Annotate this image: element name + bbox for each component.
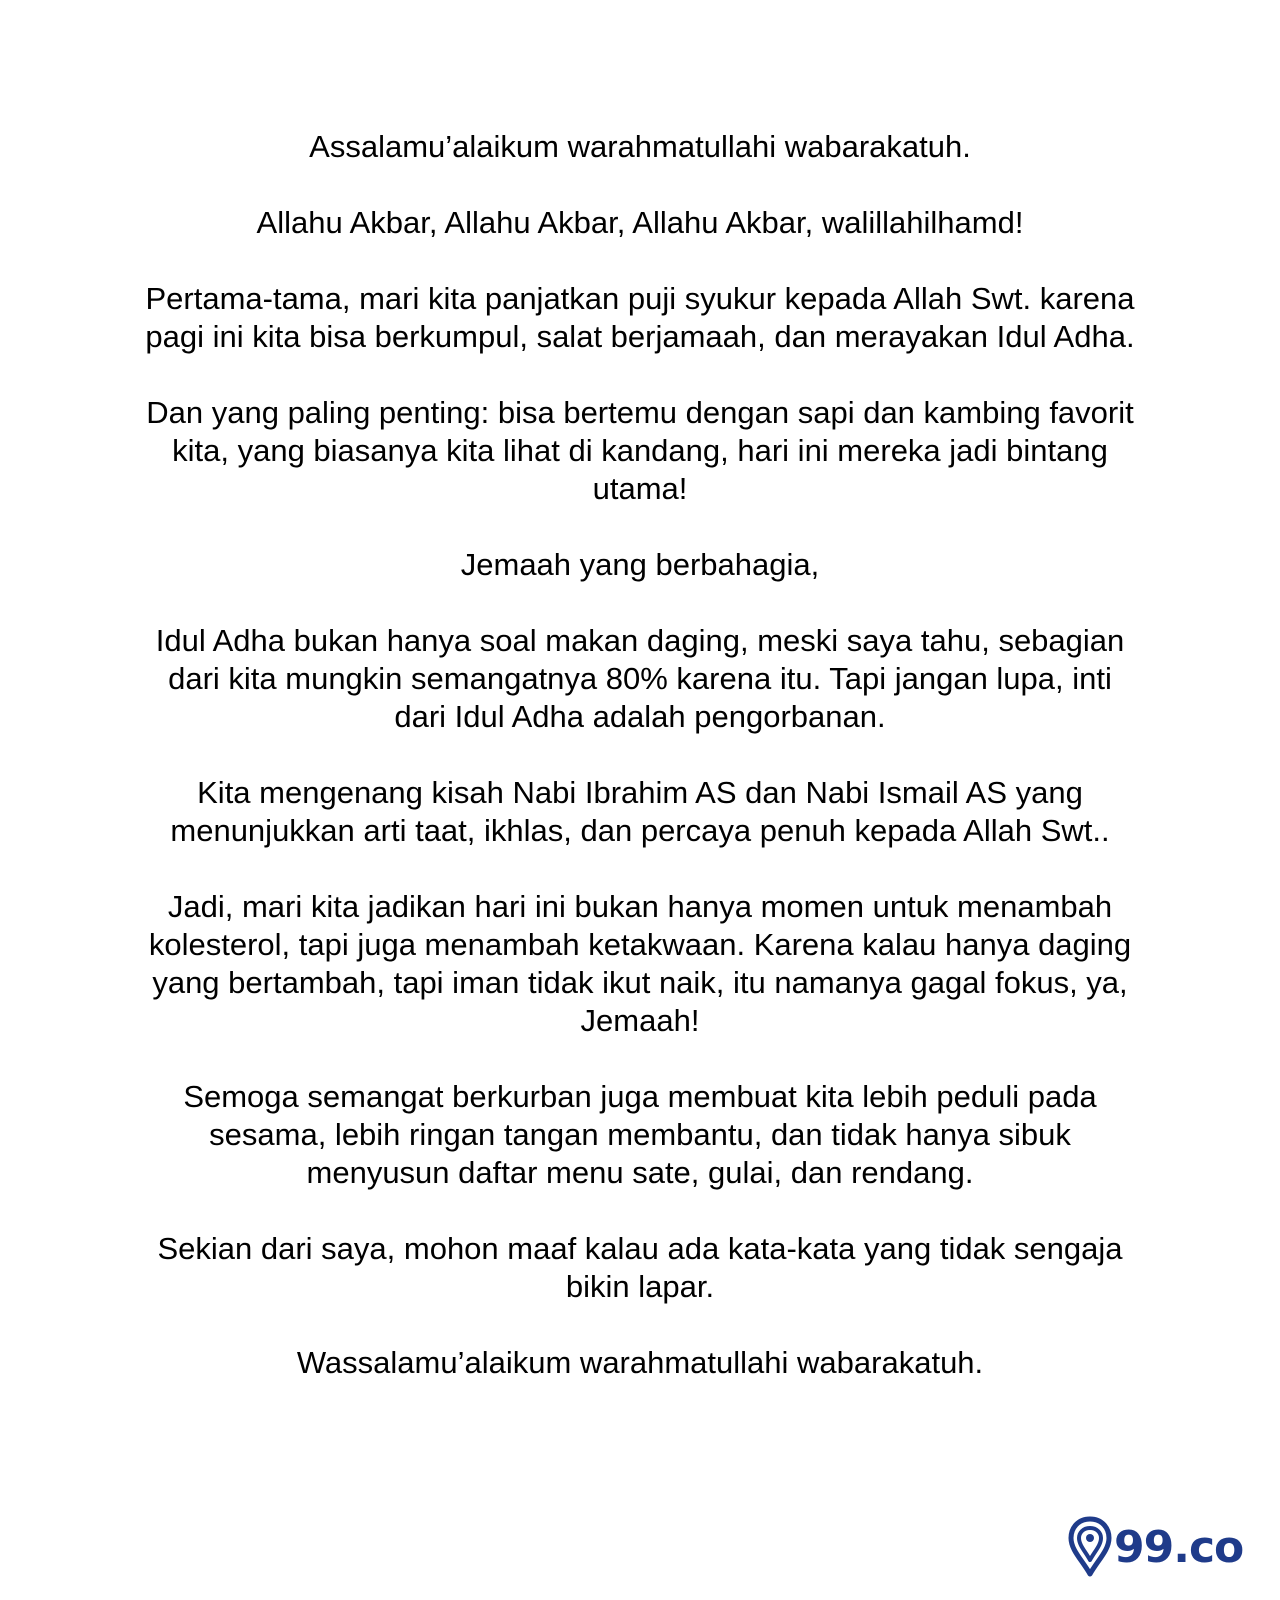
paragraph-greeting: Assalamu’alaikum warahmatullahi wabarakatuh. xyxy=(309,129,971,164)
location-pin-icon xyxy=(1068,1516,1112,1578)
paragraph-story: Kita mengenang kisah Nabi Ibrahim AS dan Nabi Ismail AS yang menunjukkan arti taat, ikhlas, dan percaya penuh kepada Allah Swt.. xyxy=(170,775,1110,848)
paragraph-takbir: Allahu Akbar, Allahu Akbar, Allahu Akbar, walillahilhamd! xyxy=(256,205,1024,240)
speech-text xyxy=(140,128,1140,1420)
paragraph-hope: Semoga semangat berkurban juga membuat kita lebih peduli pada sesama, lebih ringan tangan membantu, dan tidak hanya sibuk menyusun daftar menu sate, gulai, dan rendang. xyxy=(183,1079,1097,1190)
paragraph-closing: Sekian dari saya, mohon maaf kalau ada kata-kata yang tidak sengaja bikin lapar. xyxy=(157,1231,1123,1304)
brand-logo xyxy=(1068,1512,1243,1582)
paragraph-meaning: Idul Adha bukan hanya soal makan daging, meski saya tahu, sebagian dari kita mungkin semangatnya 80% karena itu. Tapi jangan lupa, inti dari Idul Adha adalah pengorbanan. xyxy=(155,623,1125,734)
paragraph-address: Jemaah yang berbahagia, xyxy=(460,547,820,582)
paragraph-livestock: Dan yang paling penting: bisa bertemu dengan sapi dan kambing favorit kita, yang biasanya kita lihat di kandang, hari ini mereka jadi bintang utama! xyxy=(146,395,1134,506)
brand-logo-text: 99.co xyxy=(1114,1521,1244,1573)
paragraph-advice: Jadi, mari kita jadikan hari ini bukan hanya momen untuk menambah kolesterol, tapi juga menambah ketakwaan. Karena kalau hanya daging yang bertambah, tapi iman tidak ikut naik, itu namanya gagal fokus, ya, Jemaah! xyxy=(148,889,1132,1038)
paragraph-farewell: Wassalamu’alaikum warahmatullahi wabarakatuh. xyxy=(296,1345,984,1380)
paragraph-opening: Pertama-tama, mari kita panjatkan puji syukur kepada Allah Swt. karena pagi ini kita bisa berkumpul, salat berjamaah, dan merayakan Idul Adha. xyxy=(145,281,1135,354)
